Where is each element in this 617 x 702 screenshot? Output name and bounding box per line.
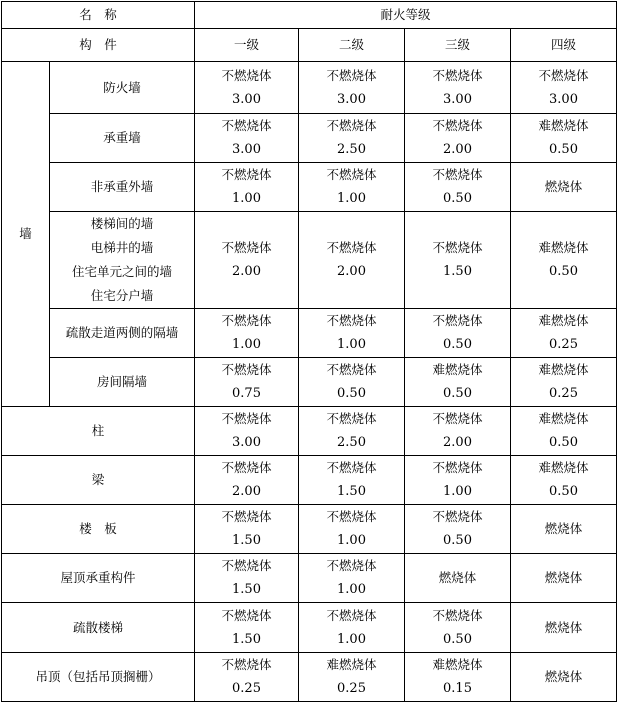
fire-duration-hours: 3.00 [232,435,261,450]
material-class: 燃烧体 [544,179,583,194]
material-class: 难燃烧体 [326,657,377,672]
rating-cell [511,114,617,163]
rating-cell [195,62,299,114]
rating-cell [195,358,299,407]
fire-duration-hours: 2.00 [337,264,366,279]
material-class: 不燃烧体 [326,558,377,573]
material-class: 不燃烧体 [432,411,483,426]
rating-cell [405,653,511,702]
fire-duration-hours: 3.00 [232,142,261,157]
fire-duration-hours: 0.50 [443,631,472,647]
material-class: 难燃烧体 [538,240,589,255]
rating-cell [195,505,299,554]
rating-cell [511,407,617,456]
fire-duration-hours: 1.00 [232,191,261,206]
component-name [50,358,195,407]
fire-duration-hours: 0.50 [443,533,472,548]
fire-rating-header: 耐火等级 [195,2,617,29]
component-name-line: 屋顶承重构件 [60,570,136,585]
rating-cell [511,653,617,702]
rating-cell [511,212,617,309]
fire-duration-hours: 0.50 [337,386,366,401]
rating-cell [195,554,299,603]
material-class: 不燃烧体 [326,313,377,328]
table-row [2,505,617,554]
rating-cell [195,114,299,163]
rating-cell [299,212,405,309]
component-name [2,653,195,702]
rating-cell [405,603,511,653]
fire-duration-hours: 3.00 [443,91,472,107]
header-row-grades [2,29,617,62]
material-class: 燃烧体 [544,619,583,635]
material-class: 不燃烧体 [221,509,272,524]
rating-cell [299,62,405,114]
fire-duration-hours: 2.00 [443,435,472,450]
component-name-line: 梁 [91,472,105,487]
fire-duration-hours: 2.00 [232,484,261,499]
material-class: 不燃烧体 [432,167,483,182]
material-class: 不燃烧体 [432,509,483,524]
material-class: 不燃烧体 [221,558,272,573]
component-name-line: 承重墙 [103,130,141,145]
table-row [2,114,617,163]
component-name [50,212,195,309]
material-class: 不燃烧体 [326,460,377,475]
rating-cell [299,114,405,163]
fire-duration-hours: 0.15 [443,681,472,696]
rating-cell [405,309,511,358]
grade-header-4: 四级 [511,29,617,62]
rating-cell [511,358,617,407]
rating-cell [195,653,299,702]
material-class: 不燃烧体 [326,67,377,83]
rating-cell [299,163,405,212]
rating-cell [405,554,511,603]
material-class: 不燃烧体 [326,240,377,255]
table-row [2,62,617,114]
material-class: 难燃烧体 [538,362,589,377]
fire-duration-hours: 0.25 [232,681,261,696]
table-row [2,309,617,358]
grade-header-2: 二级 [299,29,405,62]
fire-duration-hours: 0.50 [549,435,578,450]
rating-cell [299,358,405,407]
material-class: 不燃烧体 [221,657,272,672]
material-class: 不燃烧体 [326,362,377,377]
table-row [2,653,617,702]
component-name-line: 柱 [91,423,105,438]
material-class: 不燃烧体 [326,167,377,182]
fire-duration-hours: 2.00 [232,264,261,279]
component-name-line: 疏散走道两侧的隔墙 [65,325,179,340]
component-name [50,114,195,163]
fire-duration-hours: 2.50 [337,435,366,450]
fire-resistance-table [1,1,617,702]
fire-duration-hours: 1.00 [337,582,366,597]
component-name-line: 疏散楼梯 [72,619,123,635]
fire-duration-hours: 1.00 [337,191,366,206]
rating-cell [195,603,299,653]
wall-group-label: 墙 [2,62,50,407]
fire-duration-hours: 1.00 [232,337,261,352]
material-class: 不燃烧体 [221,240,272,255]
rating-cell [299,653,405,702]
rating-cell [299,456,405,505]
material-class: 不燃烧体 [432,607,483,623]
material-class: 燃烧体 [438,570,477,585]
rating-cell [405,407,511,456]
component-header: 构 件 [2,29,195,62]
material-class: 难燃烧体 [538,411,589,426]
fire-duration-hours: 1.00 [337,533,366,548]
material-class: 不燃烧体 [432,460,483,475]
fire-duration-hours: 0.25 [337,681,366,696]
material-class: 不燃烧体 [221,67,272,83]
fire-duration-hours: 2.50 [337,142,366,157]
fire-duration-hours: 0.50 [443,386,472,401]
material-class: 不燃烧体 [221,167,272,182]
fire-duration-hours: 2.00 [443,142,472,157]
material-class: 难燃烧体 [538,313,589,328]
material-class: 不燃烧体 [326,607,377,623]
rating-cell [299,407,405,456]
rating-cell [511,505,617,554]
rating-cell [405,114,511,163]
component-name [2,554,195,603]
fire-duration-hours: 0.50 [549,142,578,157]
material-class: 不燃烧体 [432,313,483,328]
component-name-line: 住宅分户墙 [90,288,154,303]
material-class: 不燃烧体 [432,67,483,83]
table-row [2,603,617,653]
component-name [2,505,195,554]
fire-duration-hours: 0.25 [549,386,578,401]
component-name-line: 电梯井的墙 [90,240,154,255]
rating-cell [299,309,405,358]
table-row [2,407,617,456]
component-name-line: 楼梯间的墙 [90,216,154,231]
material-class: 不燃烧体 [221,362,272,377]
fire-duration-hours: 1.00 [337,631,366,647]
rating-cell [299,505,405,554]
grade-header-3: 三级 [405,29,511,62]
fire-duration-hours: 1.50 [443,264,472,279]
fire-duration-hours: 3.00 [232,91,261,107]
fire-duration-hours: 1.50 [337,484,366,499]
material-class: 燃烧体 [544,521,583,536]
fire-duration-hours: 1.50 [232,533,261,548]
fire-duration-hours: 0.50 [443,191,472,206]
fire-duration-hours: 0.25 [549,337,578,352]
fire-duration-hours: 0.50 [549,264,578,279]
material-class: 难燃烧体 [432,657,483,672]
rating-cell [405,163,511,212]
material-class: 不燃烧体 [432,118,483,133]
rating-cell [511,554,617,603]
component-name-line: 楼 板 [79,521,117,536]
component-name-line: 非承重外墙 [90,179,154,194]
table-row [2,554,617,603]
component-name [2,456,195,505]
rating-cell [195,407,299,456]
rating-cell [405,62,511,114]
table-row [2,456,617,505]
fire-duration-hours: 0.50 [549,484,578,499]
material-class: 燃烧体 [544,669,583,684]
rating-cell [511,62,617,114]
rating-cell [299,603,405,653]
rating-cell [195,309,299,358]
fire-duration-hours: 1.50 [232,582,261,597]
rating-cell [405,358,511,407]
table-row [2,212,617,309]
material-class: 不燃烧体 [326,118,377,133]
component-name [50,309,195,358]
rating-cell [511,603,617,653]
material-class: 不燃烧体 [221,607,272,623]
material-class: 不燃烧体 [221,313,272,328]
fire-duration-hours: 1.00 [337,337,366,352]
material-class: 燃烧体 [544,570,583,585]
name-header: 名 称 [2,2,195,29]
component-name [2,407,195,456]
material-class: 难燃烧体 [538,460,589,475]
rating-cell [511,163,617,212]
component-name-line: 吊顶（包括吊顶搁栅） [35,669,161,684]
component-name [50,163,195,212]
header-row-name [2,2,617,29]
fire-duration-hours: 0.50 [443,337,472,352]
fire-duration-hours: 3.00 [549,91,578,107]
material-class: 不燃烧体 [221,411,272,426]
rating-cell [405,212,511,309]
component-name [50,62,195,114]
rating-cell [405,456,511,505]
component-name-line: 房间隔墙 [96,374,147,389]
material-class: 难燃烧体 [538,118,589,133]
material-class: 不燃烧体 [538,67,589,83]
rating-cell [195,212,299,309]
table-row [2,163,617,212]
grade-header-1: 一级 [195,29,299,62]
material-class: 不燃烧体 [326,509,377,524]
fire-duration-hours: 1.50 [232,631,261,647]
fire-duration-hours: 1.00 [443,484,472,499]
fire-duration-hours: 3.00 [337,91,366,107]
rating-cell [299,554,405,603]
material-class: 不燃烧体 [221,460,272,475]
rating-cell [195,456,299,505]
material-class: 不燃烧体 [221,118,272,133]
rating-cell [405,505,511,554]
material-class: 不燃烧体 [432,240,483,255]
fire-duration-hours: 0.75 [232,386,261,401]
rating-cell [511,309,617,358]
component-name [2,603,195,653]
rating-cell [195,163,299,212]
table-row [2,358,617,407]
component-name-line: 住宅单元之间的墙 [71,264,172,279]
material-class: 不燃烧体 [326,411,377,426]
component-name-line: 防火墙 [103,79,141,95]
rating-cell [511,456,617,505]
material-class: 难燃烧体 [432,362,483,377]
